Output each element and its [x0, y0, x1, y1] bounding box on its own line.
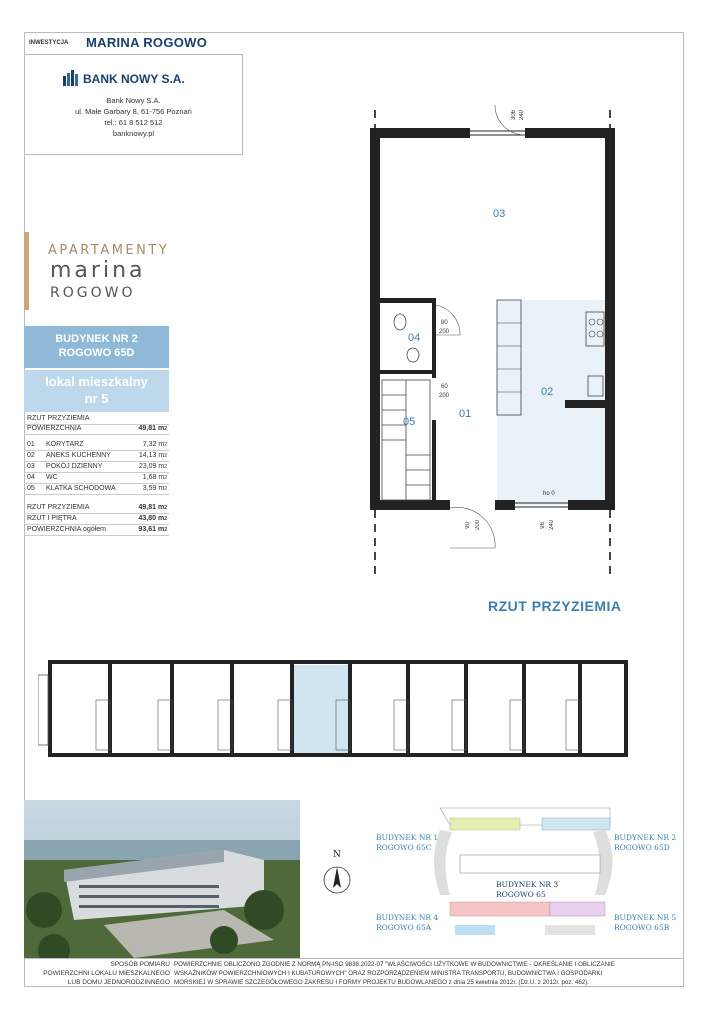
brand-line1: APARTAMENTY — [48, 243, 170, 258]
north-label: N — [333, 850, 341, 860]
site-building-label: BUDYNEK NR 4 ROGOWO 65A — [376, 913, 439, 932]
room-label: 04 — [408, 332, 421, 344]
unit-type: lokal mieszkalny — [45, 374, 148, 389]
investment-label: INWESTYCJA — [29, 40, 69, 46]
dim-label: 240 — [549, 520, 555, 531]
footer-method-label: SPOSÓB POMIARU POWIERZCHNI LOKALU MIESZKALNEGO LUB DOMU JEDNORODZINNEGO — [43, 961, 170, 986]
dim-label: 200 — [475, 520, 481, 531]
dim-label: 200 — [439, 393, 450, 399]
site-building-label: BUDYNEK NR 5 ROGOWO 65B — [614, 913, 677, 932]
floor-plan — [360, 100, 640, 590]
room-label: 03 — [493, 208, 506, 220]
building-strip — [38, 655, 638, 765]
summary-row: RZUT I PIĘTRA 43,80 $m^2$ — [24, 514, 169, 525]
dim-label: 60 — [441, 384, 448, 390]
dim-label: 80 — [441, 320, 448, 326]
bank-phone: tel.: 61 8 512 512 — [104, 118, 163, 127]
bank-logo-icon — [62, 70, 80, 86]
room-row: 04 WC 1,68 $m^2$ — [24, 473, 169, 484]
room-label: 02 — [541, 386, 554, 398]
room-label: 05 — [403, 416, 416, 428]
summary-row: POWIERZCHNIA ogółem 93,61 $m^2$ — [24, 525, 169, 536]
site-building-label: BUDYNEK NR 3 ROGOWO 65 — [496, 880, 559, 899]
dim-label: ho 0 — [543, 491, 555, 497]
bank-name: BANK NOWY S.A. — [83, 72, 185, 86]
brand-accent-bar — [24, 232, 29, 310]
bank-address: ul. Małe Garbary 8, 61-756 Poznań — [75, 107, 192, 116]
footer-divider — [24, 958, 684, 959]
bank-line: Bank Nowy S.A. — [106, 96, 161, 105]
site-plan — [310, 800, 680, 958]
building-rendering-image — [24, 800, 300, 958]
footer-method-text: POWIERZCHNIE OBLICZONO ZGODNIE Z NORMĄ PN-ISO 9836:2022-07 "WŁAŚCIWOŚCI UŻYTKOWE W BUDOWNICTWIE - OKREŚLANIE I OBLICZANIE WSKAŹNIKÓW POWIERZCHNIOWYCH I KUBATUROWYCH" ORAZ ROZPORZĄDZENIEM MINISTRA TRANSPORTU, BUDOWNICTWA I GOSPODARKI MORSKIEJ W SPRAWIE SZCZEGÓŁOWEGO ZAKRESU I FORMY PROJEKTU BUDOWLANEGO z dnia 25 kwietnia 2012r. (Dz.U. z 2012r. poz. 462). — [174, 961, 615, 986]
summary-row: RZUT PRZYZIEMIA 49,81 $m^2$ — [24, 503, 169, 514]
investment-name: MARINA ROGOWO — [86, 35, 208, 50]
area-surface-row: POWIERZCHNIA 49,81 $m^2$ — [24, 424, 169, 435]
dim-label: 240 — [519, 110, 525, 121]
area-surface-value: 49,81 — [138, 425, 157, 432]
building-number: BUDYNEK NR 2 — [55, 333, 138, 345]
room-label: 01 — [459, 408, 472, 420]
dim-label: 90 — [465, 522, 471, 529]
dim-label: 96 — [540, 522, 546, 529]
bank-website[interactable]: banknowy.pl — [112, 129, 155, 138]
investment-header — [24, 32, 243, 55]
building-address: ROGOWO 65D — [58, 347, 135, 359]
room-row: 02 ANEKS KUCHENNY 14,13 $m^2$ — [24, 451, 169, 462]
site-building-label: BUDYNEK NR 1 ROGOWO 65C — [376, 833, 439, 852]
brand-line2: marina — [50, 258, 146, 283]
building-tile — [24, 326, 169, 368]
bank-block — [24, 55, 243, 155]
room-row: 05 KLATKA SCHODOWA 3,59 $m^2$ — [24, 484, 169, 495]
brand-line3: ROGOWO — [50, 285, 136, 301]
site-building-label: BUDYNEK NR 2 ROGOWO 65D — [614, 833, 677, 852]
area-section-title: RZUT PRZYZIEMIA — [27, 415, 90, 422]
plan-title: RZUT PRZYZIEMIA — [488, 598, 622, 614]
unit-number: nr 5 — [84, 391, 109, 406]
dim-label: 200 — [439, 329, 450, 335]
area-surface-label: POWIERZCHNIA — [27, 425, 82, 432]
room-row: 01 KORYTARZ 7,32 $m^2$ — [24, 440, 169, 451]
unit-tile — [24, 370, 169, 412]
dim-label: 306 — [511, 110, 517, 121]
room-row: 03 POKÓJ DZIENNY 23,09 $m^2$ — [24, 462, 169, 473]
